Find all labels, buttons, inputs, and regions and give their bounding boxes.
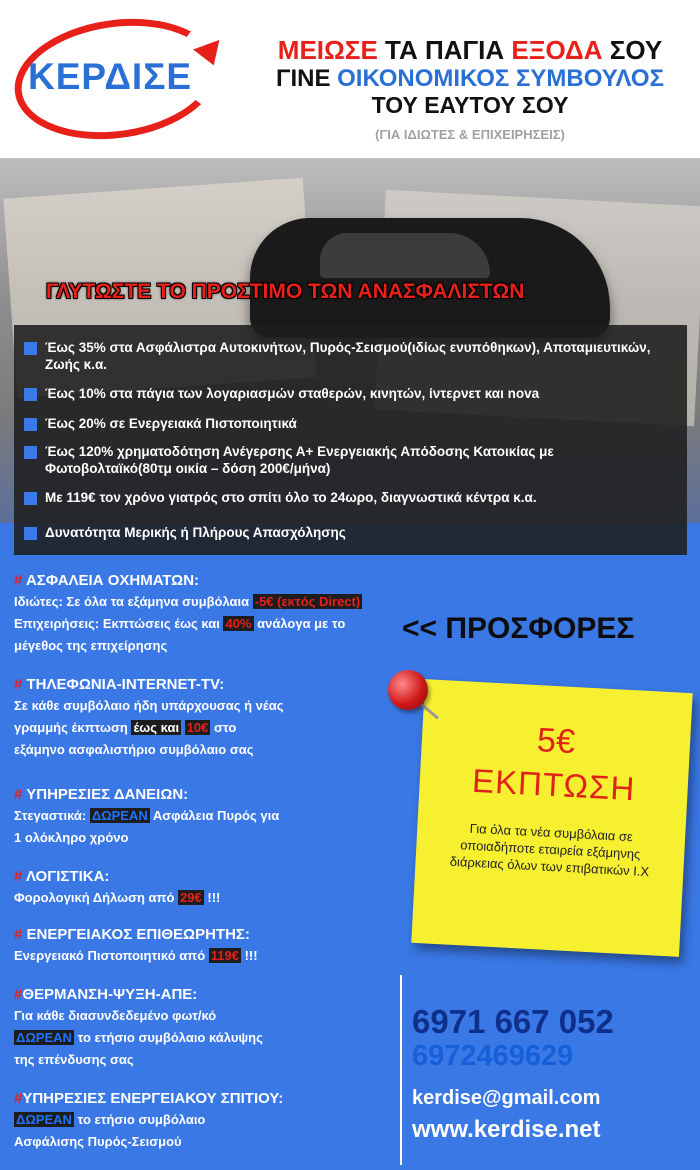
service-body: Ιδιώτες: Σε όλα τα εξάμηνα συμβόλαια -5€ (εκτός Direct) Επιχειρήσεις: Εκπτώσεις έως και 40% ανάλογα με το μέγεθος της επιχείρησης [14,594,361,653]
headline-word: ΜΕΙΩΣΕ [277,35,378,65]
headline-line-1 [250,35,690,66]
headline-line-3: ΤΟΥ ΕΑΥΤΟΥ ΣΟΥ [371,92,569,118]
website-link[interactable]: www.kerdise.net [412,1116,601,1143]
service-loans [14,786,404,849]
service-home [14,1090,404,1153]
headline-line-2 [240,65,700,93]
benefit-text: Έως 10% στα πάγια των λογαριασμών σταθερών, κινητών, ίντερνετ και nova [45,386,540,401]
bullet-square-icon [24,342,37,355]
service-accounting [14,868,404,909]
benefit-item [24,489,674,506]
service-title: # ΛΟΓΙΣΤΙΚΑ: [14,868,110,885]
bullet-square-icon [24,388,37,401]
benefit-text: Έως 20% σε Ενεργειακά Πιστοποιητικά [45,416,297,431]
headline-word: ΤΑ ΠΑΓΙΑ [385,35,505,65]
fine-banner: ΓΛΥΤΩΣΤΕ ΤΟ ΠΡΟΣΤΙΜΟ ΤΩΝ ΑΝΑΣΦΑΛΙΣΤΩΝ [46,280,525,303]
discount-label: ΕΚΠΤΩΣΗ [471,761,637,808]
service-title: # ΥΠΗΡΕΣΙΕΣ ΔΑΝΕΙΩΝ: [14,786,189,803]
service-body: Σε κάθε συμβόλαιο ήδη υπάρχουσας ή νέας γραμμής έκπτωση έως και 10€ στο εξάμηνο ασφαλιστήριο συμβόλαιο σας [14,698,284,757]
service-insurance [14,572,404,657]
bullet-square-icon [24,527,37,540]
benefit-item [24,385,674,402]
service-title: # ΑΣΦΑΛΕΙΑ ΟΧΗΜΑΤΩΝ: [14,572,200,589]
contact-divider [400,975,402,1165]
service-title: # ΤΗΛΕΦΩΝΙΑ-INTERNET-TV: [14,676,225,693]
service-body: Ενεργειακό Πιστοποιητικό από 119€ !!! [14,948,258,963]
phone-number-2[interactable]: 6972469629 [412,1040,574,1072]
service-title: #ΘΕΡΜΑΝΣΗ-ΨΥΞΗ-ΑΠΕ: [14,986,198,1003]
service-body: Φορολογική Δήλωση από 29€ !!! [14,890,221,905]
discount-description: Για όλα τα νέα συμβόλαια σε οποιαδήποτε εταιρεία εξάμηνης διάρκειας όλων των επιβατικών Ι.Χ [449,820,650,880]
phone-number-1[interactable]: 6971 667 052 [412,1003,614,1040]
benefit-text: Έως 120% χρηματοδότηση Ανέγερσης Α+ Ενεργειακής Απόδοσης Κατοικίας με Φωτοβολταϊκό(80τμ οικία – δόση 200€/μήνα) [45,444,554,476]
service-body: Για κάθε διασυνδεδεμένο φωτ/κό ΔΩΡΕΑΝ το ετήσιο συμβόλαιο κάλυψης της επένδυσης σας [14,1008,263,1067]
service-energy-inspector [14,926,404,967]
headline-word: ΓΙΝΕ [276,65,331,92]
headline-word: ΟΙΚΟΝΟΜΙΚΟΣ ΣΥΜΒΟΥΛΟΣ [337,65,664,92]
bullet-square-icon [24,446,37,459]
benefit-item [24,443,584,477]
header [0,0,700,158]
headline-subtitle: (ΓΙΑ ΙΔΙΩΤΕΣ & ΕΠΙΧΕΙΡΗΣΕΙΣ) [375,127,565,142]
benefit-text: Έως 35% στα Ασφάλιστρα Αυτοκινήτων, Πυρός-Σεισμού(ιδίως ενυπόθηκων), Αποταμιευτικών, Ζωής κ.α. [45,340,651,372]
discount-amount: 5€ [536,721,576,762]
bullet-square-icon [24,492,37,505]
service-heating [14,986,404,1071]
service-title: #ΥΠΗΡΕΣΙΕΣ ΕΝΕΡΓΕΙΑΚΟΥ ΣΠΙΤΙΟΥ: [14,1090,284,1107]
push-pin-icon [388,670,428,710]
service-body: Στεγαστικά: ΔΩΡΕΑΝ Ασφάλεια Πυρός για 1 ολόκληρο χρόνο [14,808,280,845]
bullet-square-icon [24,418,37,431]
service-telecom [14,676,404,761]
service-title: # ΕΝΕΡΓΕΙΑΚΟΣ ΕΠΙΘΕΩΡΗΤΗΣ: [14,926,250,943]
benefit-text: Με 119€ τον χρόνο γιατρός στο σπίτι όλο το 24ωρο, διαγνωστικά κέντρα κ.α. [45,490,537,505]
headline-word: ΣΟΥ [609,35,663,65]
logo-text: ΚΕΡΔΙΣΕ [28,56,193,97]
benefit-item [24,339,674,373]
car-window [320,233,490,278]
offers-label: << ΠΡΟΣΦΟΡΕΣ [402,612,635,645]
benefit-text: Δυνατότητα Μερικής ή Πλήρους Απασχόλησης [45,525,346,540]
benefits-panel [14,325,687,555]
email-link[interactable]: kerdise@gmail.com [412,1087,601,1109]
headline-word: ΕΞΟΔΑ [511,35,603,65]
discount-sticky-note [411,679,692,957]
service-body: ΔΩΡΕΑΝ το ετήσιο συμβόλαιο Ασφάλισης Πυρός-Σεισμού [14,1112,206,1149]
benefit-item [24,415,674,432]
benefit-item [24,524,674,541]
